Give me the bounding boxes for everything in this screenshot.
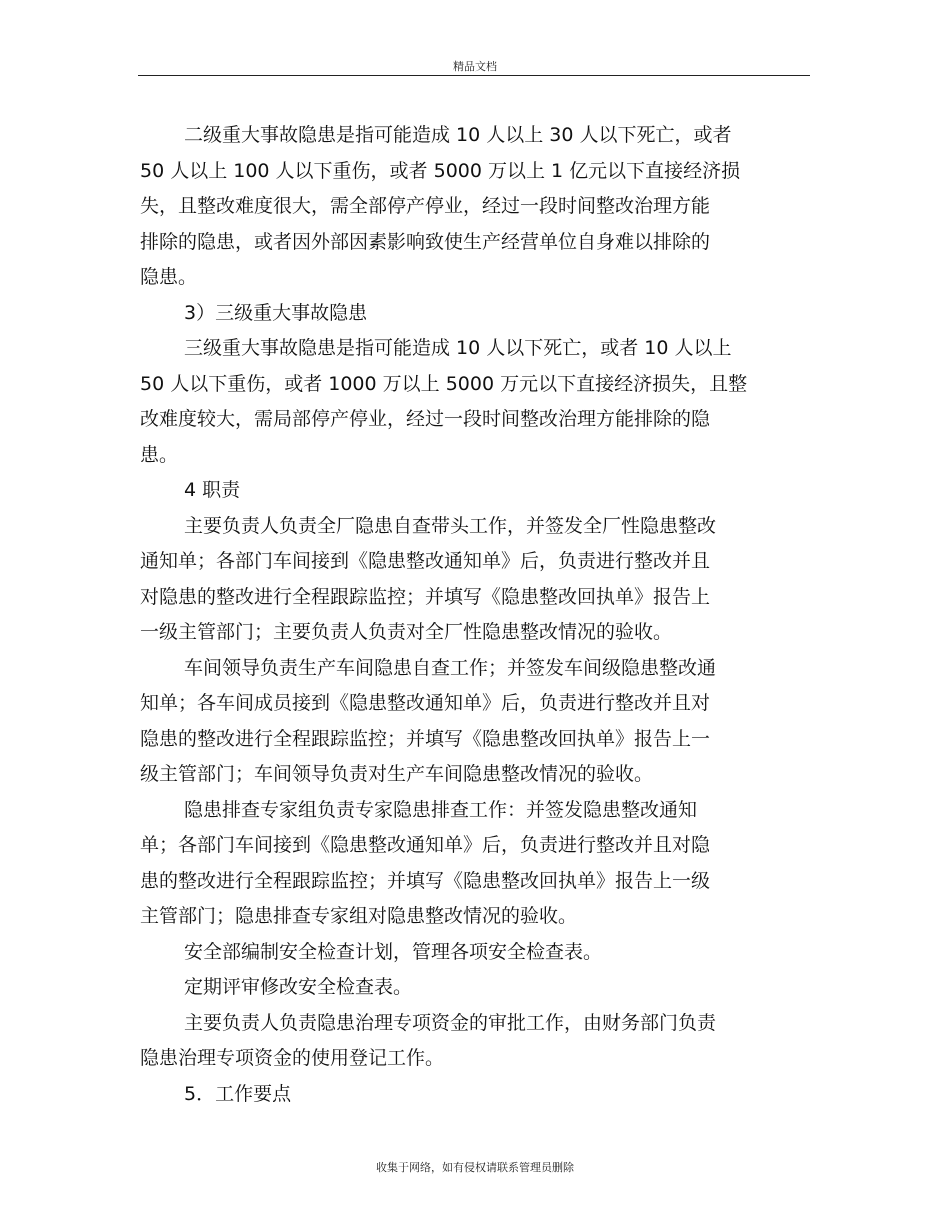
text-line: 级主管部门；车间领导负责对生产车间隐患整改情况的验收。 xyxy=(140,763,654,785)
text-line: 知单；各车间成员接到《隐患整改通知单》后，负责进行整改并且对 xyxy=(140,692,711,714)
header-divider xyxy=(138,75,810,76)
text-line: 50 人以上 100 人以下重伤，或者 5000 万以上 1 亿元以下直接经济损 xyxy=(140,159,741,182)
text-line: 患。 xyxy=(140,443,179,466)
page-footer: 收集于网络，如有侵权请联系管理员删除 xyxy=(376,1161,574,1174)
text-line: 3）三级重大事故隐患 xyxy=(184,301,368,324)
text-line: 隐患的整改进行全程跟踪监控；并填写《隐患整改回执单》报告上一 xyxy=(140,727,711,750)
text-line: 安全部编制安全检查计划，管理各项安全检查表。 xyxy=(184,940,603,963)
text-line: 50 人以下重伤，或者 1000 万以上 5000 万元以下直接经济损失，且整 xyxy=(140,372,748,395)
text-line: 排除的隐患，或者因外部因素影响致使生产经营单位自身难以排除的 xyxy=(140,230,711,253)
page-header: 精品文档 xyxy=(453,60,497,73)
text-line: 定期评审修改安全检查表。 xyxy=(184,976,413,998)
document-body xyxy=(140,118,810,1112)
text-line: 三级重大事故隐患是指可能造成 10 人以下死亡，或者 10 人以上 xyxy=(184,337,732,359)
text-line: 一级主管部门；主要负责人负责对全厂性隐患整改情况的验收。 xyxy=(140,621,673,643)
text-line: 失，且整改难度很大，需全部停产停业，经过一段时间整改治理方能 xyxy=(140,195,711,217)
text-line: 隐患排查专家组负责专家隐患排查工作：并签发隐患整改通知 xyxy=(184,798,698,821)
text-line: 隐患。 xyxy=(140,266,198,288)
text-line: 二级重大事故隐患是指可能造成 10 人以上 30 人以下死亡，或者 xyxy=(184,124,732,146)
text-line: 车间领导负责生产车间隐患自查工作；并签发车间级隐患整改通 xyxy=(184,656,717,679)
text-line: 主要负责人负责全厂隐患自查带头工作，并签发全厂性隐患整改 xyxy=(184,514,717,537)
text-line: 隐患治理专项资金的使用登记工作。 xyxy=(140,1047,445,1069)
text-line: 患的整改进行全程跟踪监控；并填写《隐患整改回执单》报告上一级 xyxy=(140,869,711,892)
text-line: 主管部门；隐患排查专家组对隐患整改情况的验收。 xyxy=(140,905,578,927)
text-line: 主要负责人负责隐患治理专项资金的审批工作，由财务部门负责 xyxy=(184,1011,717,1034)
text-line: 单；各部门车间接到《隐患整改通知单》后，负责进行整改并且对隐 xyxy=(140,834,711,856)
text-line: 改难度较大，需局部停产停业，经过一段时间整改治理方能排除的隐 xyxy=(140,408,711,430)
text-line: 通知单；各部门车间接到《隐患整改通知单》后，负责进行整改并且 xyxy=(140,550,711,572)
text-line: 对隐患的整改进行全程跟踪监控；并填写《隐患整改回执单》报告上 xyxy=(140,585,711,608)
text-line: 4 职责 xyxy=(184,479,241,501)
text-line: 5．工作要点 xyxy=(184,1082,292,1105)
